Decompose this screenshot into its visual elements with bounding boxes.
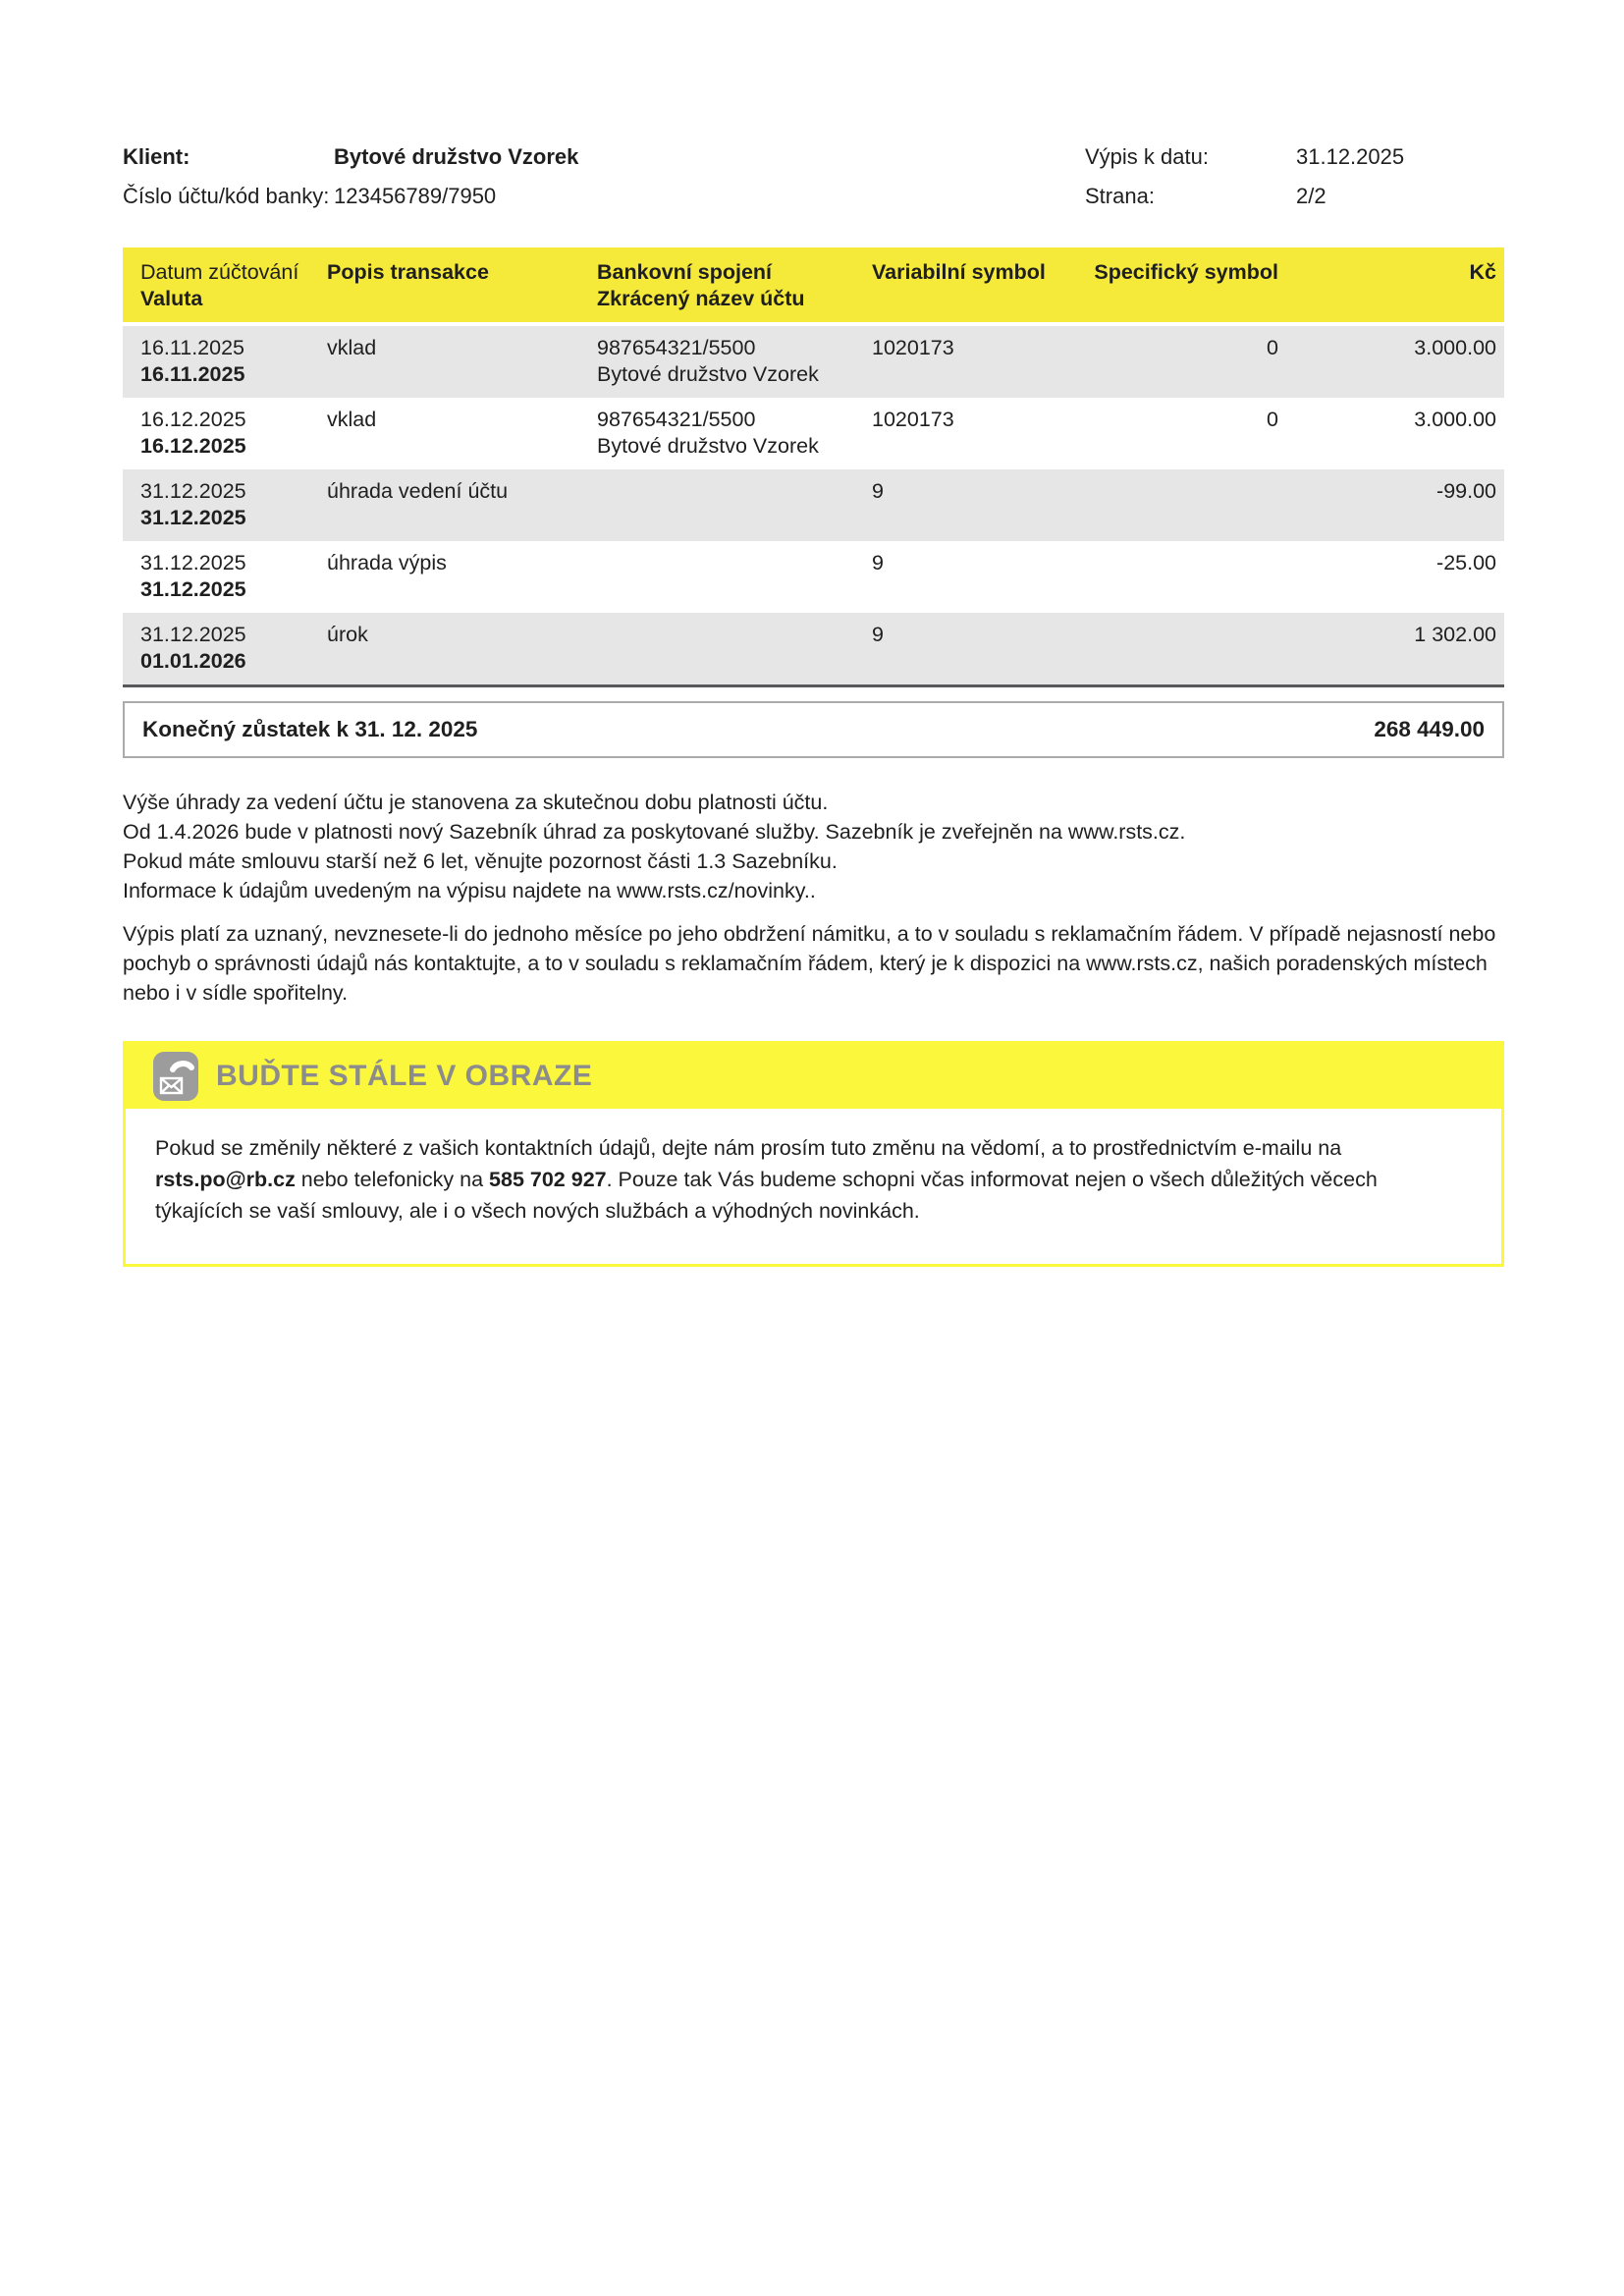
note-line: Výše úhrady za vedení účtu je stanovena za skutečnou dobu platnosti účtu.: [123, 791, 829, 814]
cell-description: úrok: [327, 623, 368, 646]
note-line: Od 1.4.2026 bude v platnosti nový Sazebník úhrad za poskytované služby. Sazebník je zveřejněn na www.rsts.cz.: [123, 820, 1186, 844]
page-number-label: Strana:: [1085, 184, 1155, 208]
cell-bank: [579, 550, 854, 603]
final-balance-value: 268 449.00: [1374, 717, 1485, 741]
table-row: [123, 326, 1504, 398]
table-header: [123, 247, 1504, 326]
info-banner-header: [126, 1044, 1501, 1109]
cell-bank: [579, 622, 854, 675]
cell-dates: 31.12.2025 31.12.2025: [140, 479, 246, 529]
notes-block-1: [123, 788, 1504, 905]
info-banner-body: [126, 1109, 1501, 1264]
document-header: [123, 137, 1504, 216]
cell-amount: 1 302.00: [1414, 623, 1496, 646]
client-label: Klient:: [123, 144, 190, 169]
column-header-specific-symbol: Specifický symbol: [1094, 260, 1278, 284]
statement-date-value: 31.12.2025: [1296, 144, 1405, 169]
cell-variable-symbol: 9: [872, 479, 884, 503]
legal-paragraph: Výpis platí za uznaný, nevznesete-li do jednoho měsíce po jeho obdržení námitku, a to v souladu s reklamačním řádem. V případě nejasností nebo pochyb o správnosti údajů nás kontaktujte, a to v souladu s reklamačním řádem, který je k dispozici na www.rsts.cz, našich poradenských místech nebo i v sídle spořitelny.: [123, 922, 1496, 1005]
cell-dates: 16.11.2025 16.11.2025: [140, 336, 245, 386]
cell-specific-symbol: [1065, 478, 1286, 531]
note-line: Informace k údajům uvedeným na výpisu najdete na www.rsts.cz/novinky..: [123, 879, 816, 902]
cell-variable-symbol: 9: [872, 623, 884, 646]
table-row: [123, 469, 1504, 541]
cell-dates: 31.12.2025 01.01.2026: [140, 623, 246, 673]
account-label: Číslo účtu/kód banky:: [123, 184, 330, 208]
client-info: [123, 137, 578, 216]
cell-specific-symbol: [1065, 622, 1286, 675]
cell-bank: [579, 478, 854, 531]
cell-description: vklad: [327, 408, 377, 431]
account-value: 123456789/7950: [334, 184, 497, 208]
cell-variable-symbol: 9: [872, 551, 884, 574]
transaction-rows: [123, 326, 1504, 684]
info-banner: [123, 1041, 1504, 1267]
cell-variable-symbol: 1020173: [872, 408, 954, 431]
cell-specific-symbol: 0: [1267, 336, 1278, 359]
cell-description: úhrada vedení účtu: [327, 479, 509, 503]
phone-mail-icon: [153, 1052, 198, 1101]
statement-meta: [1085, 137, 1504, 216]
contact-text-part: Pokud se změnily některé z vašich kontaktních údajů, dejte nám prosím tuto změnu na vědomí, a to prostřednictvím e-mailu na: [155, 1136, 1342, 1160]
cell-specific-symbol: 0: [1267, 408, 1278, 431]
table-row: [123, 398, 1504, 469]
client-value: Bytové družstvo Vzorek: [334, 144, 579, 169]
cell-amount: -99.00: [1436, 479, 1496, 503]
transactions-table: [123, 247, 1504, 687]
cell-specific-symbol: [1065, 550, 1286, 603]
cell-variable-symbol: 1020173: [872, 336, 954, 359]
cell-bank: 987654321/5500 Bytové družstvo Vzorek: [597, 336, 819, 386]
column-header-amount: Kč: [1469, 260, 1496, 284]
cell-amount: 3.000.00: [1414, 408, 1496, 431]
table-row: [123, 613, 1504, 684]
page-number-value: 2/2: [1296, 184, 1326, 208]
contact-highlight: rsts.po@rb.cz: [155, 1168, 296, 1191]
cell-description: úhrada výpis: [327, 551, 447, 574]
final-balance-label: Konečný zůstatek k 31. 12. 2025: [142, 717, 478, 741]
cell-dates: 31.12.2025 31.12.2025: [140, 551, 246, 601]
contact-text: [155, 1132, 1427, 1227]
note-line: Pokud máte smlouvu starší než 6 let, věnujte pozornost části 1.3 Sazebníku.: [123, 849, 838, 873]
column-header-variable-symbol: Variabilní symbol: [872, 260, 1046, 284]
column-header-description: Popis transakce: [327, 260, 489, 284]
contact-highlight: 585 702 927: [489, 1168, 607, 1191]
final-balance-box: [123, 701, 1504, 758]
contact-text-part: nebo telefonicky na: [295, 1168, 490, 1191]
statement-date-label: Výpis k datu:: [1085, 144, 1209, 169]
info-banner-title: BUĎTE STÁLE V OBRAZE: [216, 1060, 593, 1092]
cell-amount: -25.00: [1436, 551, 1496, 574]
cell-description: vklad: [327, 336, 377, 359]
cell-amount: 3.000.00: [1414, 336, 1496, 359]
cell-dates: 16.12.2025 16.12.2025: [140, 408, 246, 458]
column-header-date: Datum zúčtování Valuta: [140, 260, 299, 310]
cell-bank: 987654321/5500 Bytové družstvo Vzorek: [597, 408, 819, 458]
column-header-bank: Bankovní spojení Zkrácený název účtu: [597, 260, 805, 310]
contact-text-part: . Pouze tak Vás budeme schopni včas informovat nejen o všech důležitých věcech týkajících se vaší smlouvy, ale i o všech nových službách a výhodných novinkách.: [155, 1168, 1378, 1223]
table-row: [123, 541, 1504, 613]
